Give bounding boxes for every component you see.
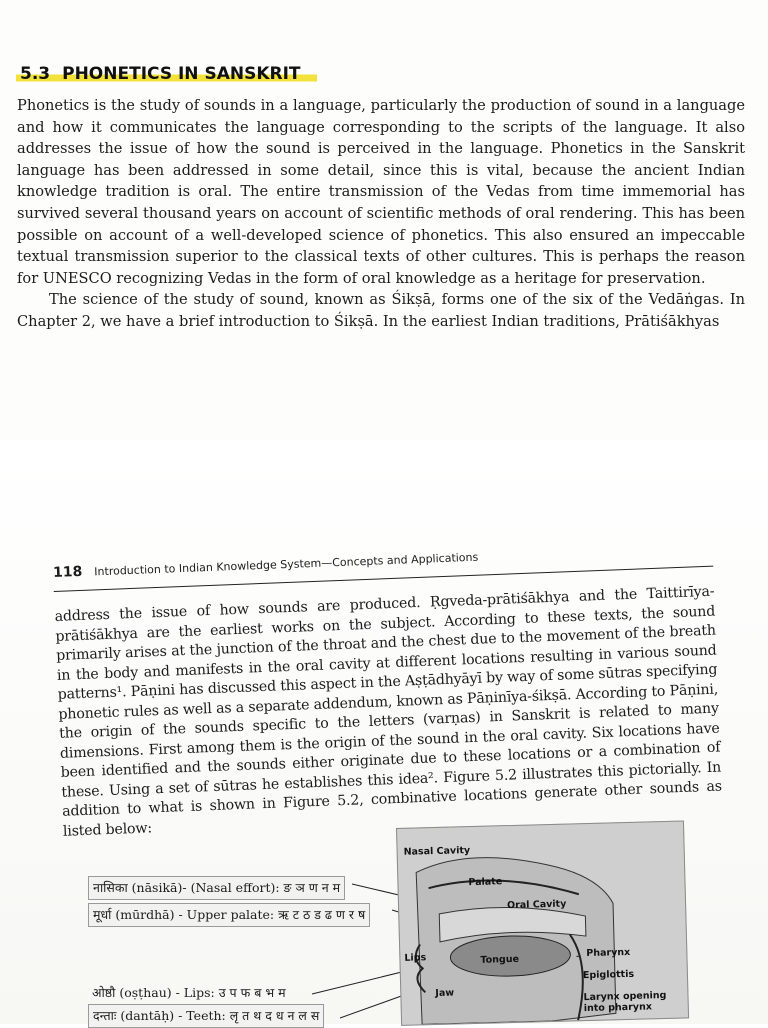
section-number: 5.3 [20,64,50,84]
page-number: 118 [53,564,83,581]
paragraph-sound-production: address the issue of how sounds are produced. Ṛgveda-prātiśākhya and the Taittirīya-prātiśākhya are the earliest works on the subject. According to these texts, the sound primarily arises at the junction of the throat and the chest due to the movement of the breath in the body and manifests in the oral cavity at different locations resulting in various sound patterns¹. Pāṇini has discussed this aspect in the Aṣṭādhyāyī by way of some sūtras specifying phonetic rules as well as a separate addendum, known as Pāṇinīya-śikṣā. According to Pāṇini, the origin of the sounds specific to the letters (varṇas) in Sanskrit is related to many dimensions. First among them is the origin of the sound in the oral cavity. Six locations have been identified and the sounds either originate due to these locations or a combination of these. Using a set of sūtras he establishes this idea². Figure 5.2 illustrates this pictorially. In addition to what is shown in Figure 5.2, combinative locations generate other sounds as listed below: [54,583,722,842]
label-tongue: Tongue [480,954,519,966]
location-dantah: दन्ताः (dantāḥ) - Teeth: लृ त थ द ध न ल स [88,1004,324,1028]
label-jaw: Jaw [435,988,454,999]
paragraph-phonetics: Phonetics is the study of sounds in a language, particularly the production of sound in a language and how it communicates the language corresponding to the scripts of the language. It also addresses the issue of how the sound is perceived in the language. Phonetics in the Sanskrit language has been addressed in some detail, since this is vital, because the ancient Indian knowledge tradition is oral. The entire transmission of the Vedas from time immemorial has survived several thousand years on account of scientific methods of oral rendering. This has been possible on account of a well-developed science of phonetics. This also ensured an impeccable textual transmission superior to the classical texts of other cultures. This is perhaps the reason for UNESCO recognizing Vedas in the form of oral knowledge as a heritage for preservation. [17,95,745,289]
label-palate: Palate [468,876,502,888]
label-pharynx: Pharynx [586,947,630,959]
location-murdha: मूर्धा (mūrdhā) - Upper palate: ऋ ट ठ ड ढ ण र ष [88,903,370,927]
label-nasal-cavity: Nasal Cavity [403,845,470,858]
label-oral-cavity: Oral Cavity [507,899,567,912]
location-osthau: ओष्ठौ (oṣṭhau) - Lips: उ प फ ब भ म [88,982,290,1004]
figure-anatomy-diagram [396,820,689,1025]
label-epiglottis: Epiglottis [583,969,634,981]
label-lips: Lips [404,952,426,964]
location-nasika: नासिका (nāsikā)- (Nasal effort): ङ ञ ण न म [88,876,345,900]
paragraph-siksa: The science of the study of sound, known as Śikṣā, forms one of the six of the Vedāṅgas. In Chapter 2, we have a brief introduction to Śikṣā. In the earliest Indian traditions, Prātiśākhyas [17,289,745,332]
section-title: PHONETICS IN SANSKRIT [62,64,300,84]
label-larynx: Larynx opening into pharynx [583,990,684,1015]
running-title: Introduction to Indian Knowledge System—Concepts and Applications [94,551,478,579]
